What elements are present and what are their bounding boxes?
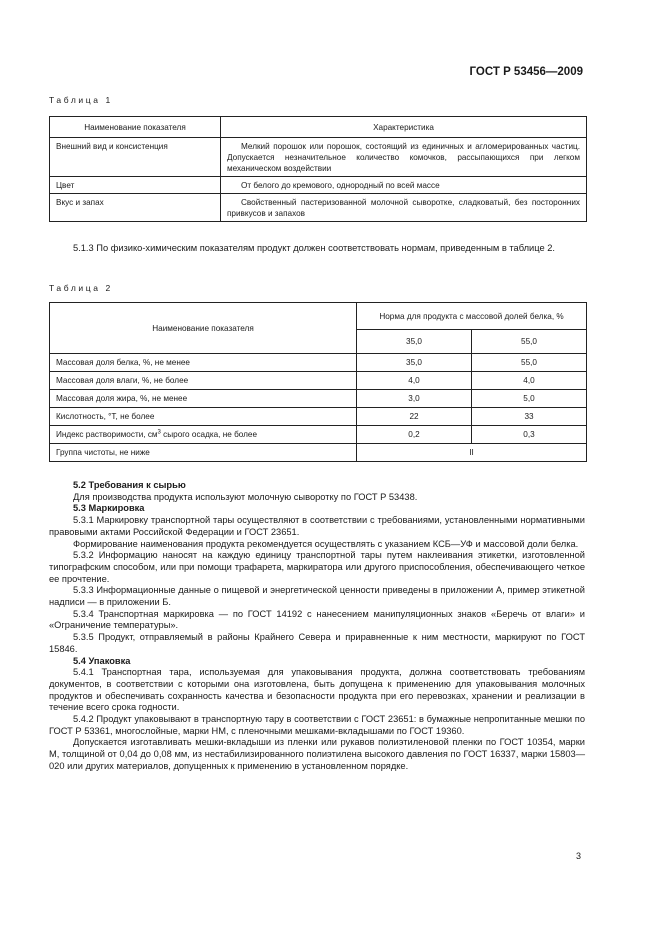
paragraph-text: 5.3.3 Информационные данные о пищевой и энергетической ценности приведены в приложении А, пример этикетной надписи — в приложении Б. [49, 585, 585, 608]
table2-cell-b: 0,3 [472, 426, 587, 444]
table2-cell-a: 22 [357, 408, 472, 426]
table2-header-row [50, 303, 587, 330]
section-heading: 5.3 Маркировка [73, 503, 145, 514]
table-row [50, 390, 587, 408]
paragraph-text: 5.3.4 Транспортная маркировка — по ГОСТ 14192 с нанесением манипуляционных знаков «Беречь от влаги» и «Ограничение температуры». [49, 608, 585, 631]
table2-header-col-b: 55,0 [472, 330, 587, 354]
table1-header-characteristic: Характеристика [221, 117, 587, 138]
table-row [50, 194, 587, 222]
superscript: 3 [157, 429, 161, 436]
table2-cell-a: 0,2 [357, 426, 472, 444]
table2-cell-name: Кислотность, °Т, не более [50, 408, 357, 426]
table-row [50, 372, 587, 390]
table2-caption: Таблица 2 [49, 283, 113, 293]
paragraph-text: 5.4.1 Транспортная тара, используемая для упаковывания продукта, должна соответствовать требованиям документов, в соответствии с которыми она изготовлена, быть допущена к применению для упаковывания молочных продуктов и обеспечивать сохранность качества и безопасности продукта при его перевозках, хранении и реализации в течение всего срока годности. [49, 667, 585, 713]
table2-cell-a: 35,0 [357, 354, 472, 372]
section-heading: 5.4 Упаковка [73, 655, 131, 666]
table-row [50, 426, 587, 444]
table2-cell-name: Массовая доля жира, %, не менее [50, 390, 357, 408]
table2-header-col-a: 35,0 [357, 330, 472, 354]
name-text: Индекс растворимости, см [56, 430, 158, 439]
table2 [49, 302, 587, 462]
table1-header-name: Наименование показателя [50, 117, 221, 138]
table1-caption: Таблица 1 [49, 95, 113, 105]
document-code: ГОСТ Р 53456—2009 [469, 66, 583, 78]
document-body [49, 480, 585, 773]
table1-cell-value: Свойственный пастеризованной молочной сыворотке, сладковатый, без посторонних привкусов и запахов [221, 194, 587, 222]
table2-cell-name: Массовая доля влаги, %, не более [50, 372, 357, 390]
section-heading: 5.2 Требования к сырью [73, 480, 186, 490]
table2-cell-name [50, 426, 357, 444]
table-row [50, 138, 587, 177]
paragraph-text: Допускается изготавливать мешки-вкладыши из пленки или рукавов полиэтиленовой пленки по ГОСТ 10354, марки М, толщиной от 0,04 до 0,08 мм, из нестабилизированного полиэтилена высокого давления по ГОСТ 16337, марки 15803—020 или других материалов, допущенных к применению в установленном порядке. [49, 737, 585, 771]
paragraph-text: 5.3.1 Маркировку транспортной тары осуществляют в соответствии с требованиями, установленными нормативными правовыми актами Российской Федерации и ГОСТ 23651. [49, 515, 585, 537]
table2-cell-b: 4,0 [472, 372, 587, 390]
table1-cell-name: Вкус и запах [50, 194, 221, 222]
table2-header-norm: Норма для продукта с массовой долей белка, % [357, 303, 587, 330]
table2-cell-a: 3,0 [357, 390, 472, 408]
paragraph-text: Для производства продукта используют молочную сыворотку по ГОСТ Р 53438. [73, 491, 418, 502]
paragraph-text: 5.4.2 Продукт упаковывают в транспортную тару в соответствии с ГОСТ 23651: в бумажные непропитанные мешки по ГОСТ Р 53361, многослойные, марки НМ, с пленочными мешками-вкладышами по ГОСТ 19360. [49, 714, 585, 736]
paragraph-text: Формирование наименования продукта рекомендуется осуществлять с указанием КСБ—УФ и массовой доли белка. [73, 538, 579, 549]
table-row [50, 444, 587, 462]
paragraph-5-1-3 [49, 243, 585, 255]
paragraph-text: 5.3.5 Продукт, отправляемый в районы Крайнего Севера и приравненные к ним местности, маркируют по ГОСТ 15846. [49, 632, 585, 654]
table2-cell-a: 4,0 [357, 372, 472, 390]
table-row [50, 408, 587, 426]
table2-cell-b: 33 [472, 408, 587, 426]
table2-cell-b: 55,0 [472, 354, 587, 372]
table2-cell-b: 5,0 [472, 390, 587, 408]
table-row [50, 354, 587, 372]
table1 [49, 116, 587, 222]
table2-cell-name: Массовая доля белка, %, не менее [50, 354, 357, 372]
page-number: 3 [575, 851, 581, 861]
table2-cell-merged: II [357, 444, 587, 462]
paragraph-text: 5.1.3 По физико-химическим показателям продукт должен соответствовать нормам, приведенным в таблице 2. [73, 243, 555, 253]
table-row [50, 177, 587, 194]
table1-cell-name: Внешний вид и консистенция [50, 138, 221, 177]
table1-header-row [50, 117, 587, 138]
table1-cell-value: Мелкий порошок или порошок, состоящий из единичных и агломерированных частиц. Допускается незначительное количество комочков, рассыпающихся при легком механическом воздействии [221, 138, 587, 177]
table1-cell-name: Цвет [50, 177, 221, 194]
table1-cell-value: От белого до кремового, однородный по всей массе [221, 177, 587, 194]
paragraph-text: 5.3.2 Информацию наносят на каждую единицу транспортной тары путем наклеивания этикетки, изготовленной типографским способом, или при помощи трафарета, маркиратора или другого приспособления, обеспечивающего четкое ее прочтение. [49, 550, 585, 584]
table2-header-name: Наименование показателя [50, 303, 357, 354]
name-text: сырого осадка, не более [160, 430, 258, 439]
table2-cell-name: Группа чистоты, не ниже [50, 444, 357, 462]
